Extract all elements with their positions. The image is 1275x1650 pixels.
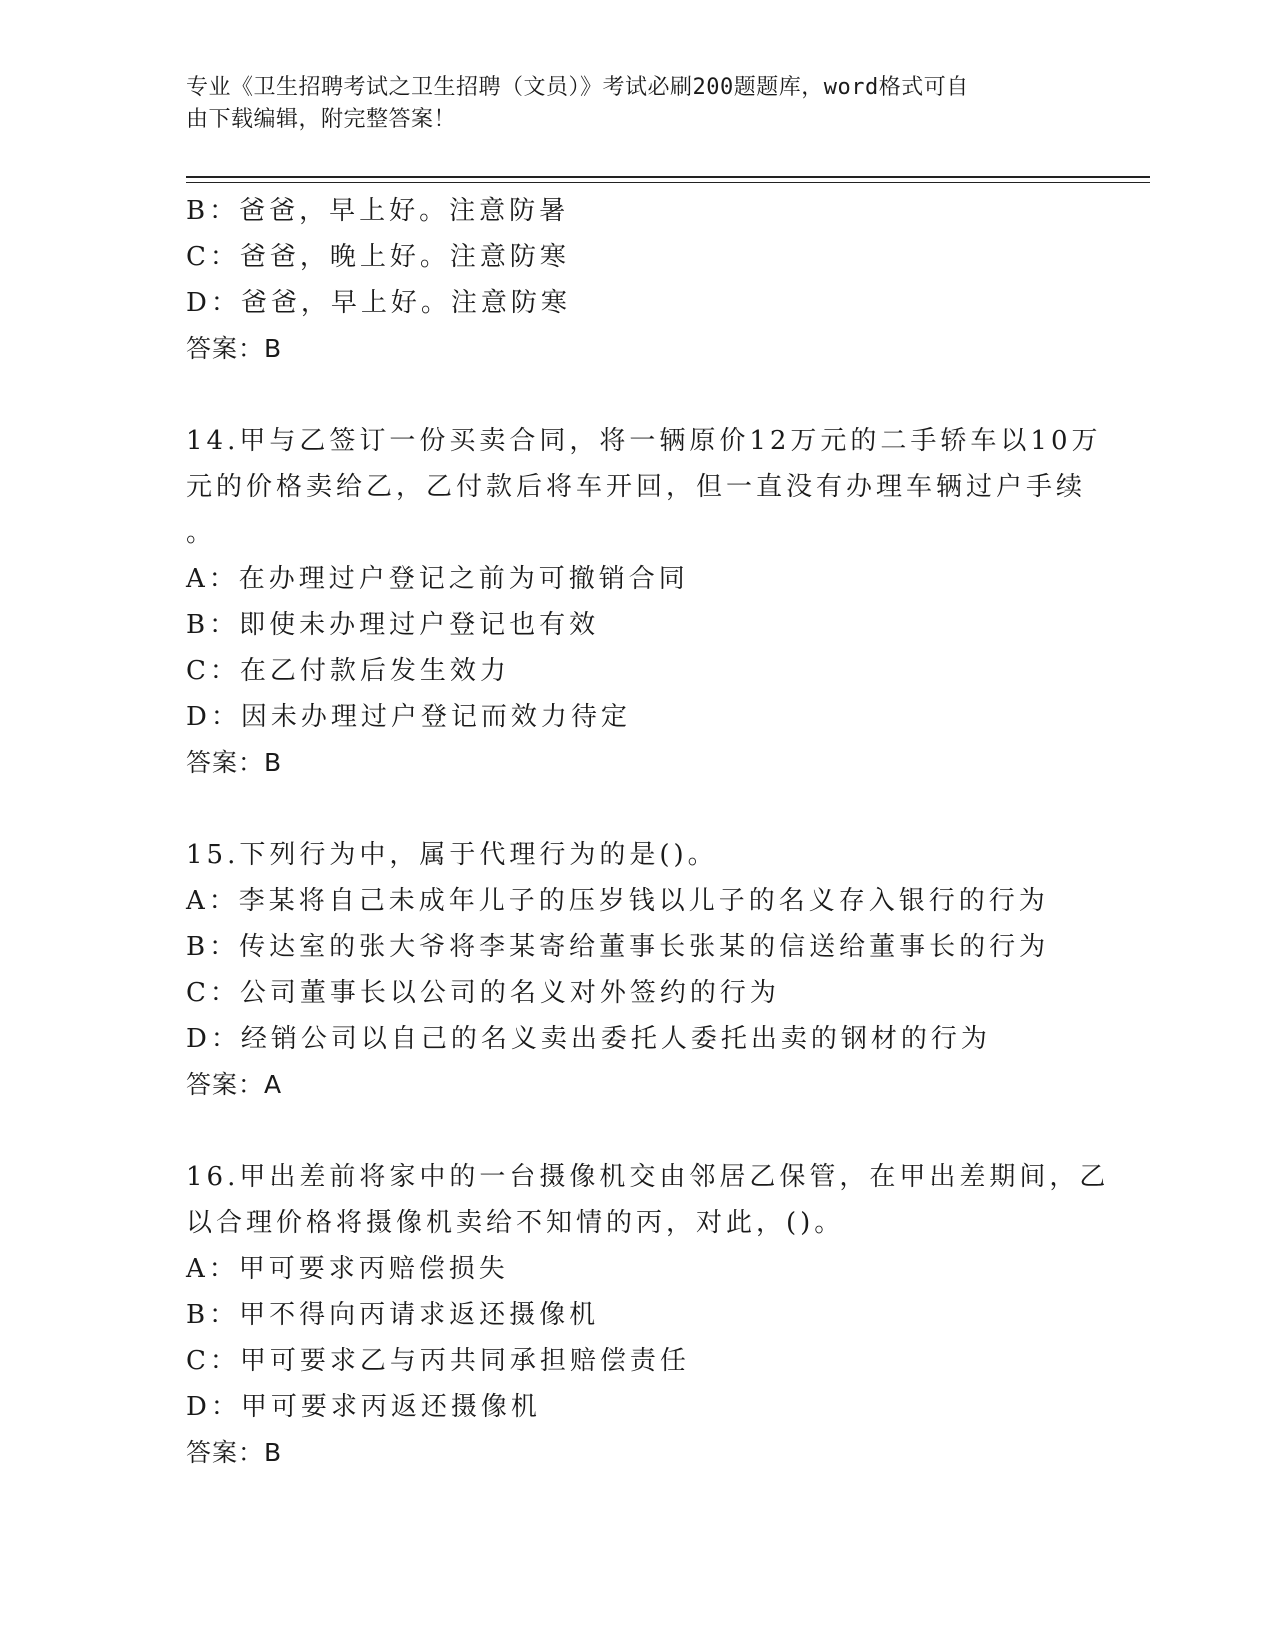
option-d: D：因未办理过户登记而效力待定 [186,702,631,732]
option-a: A：甲可要求丙赔偿损失 [186,1254,509,1284]
header-line-1: 专业《卫生招聘考试之卫生招聘（文员）》考试必刷200题题库，word格式可自 [186,75,969,100]
question-block-15 [186,832,1086,1108]
answer-line: 答案：B [186,748,283,777]
option-b: B：传达室的张大爷将李某寄给董事长张某的信送给董事长的行为 [186,932,1050,962]
question-block-14 [186,418,1102,786]
question-block-13 [186,188,1086,372]
answer-line: 答案：B [186,334,283,363]
header-divider-thin [186,182,1150,183]
question-block-16 [186,1154,1110,1476]
option-b: B：甲不得向丙请求返还摄像机 [186,1300,600,1330]
header-divider-thick [186,176,1150,178]
option-d: D：经销公司以自己的名义卖出委托人委托出卖的钢材的行为 [186,1024,991,1054]
option-c: C：公司董事长以公司的名义对外签约的行为 [186,978,780,1008]
question-stem-line: 15.下列行为中，属于代理行为的是()。 [186,840,718,870]
option-a: A：在办理过户登记之前为可撤销合同 [186,564,689,594]
option-d: D：爸爸，早上好。注意防寒 [186,288,571,318]
question-stem-line: 。 [186,518,217,548]
option-c: C：爸爸，晚上好。注意防寒 [186,242,570,272]
header-line-2: 由下载编辑，附完整答案！ [186,107,457,132]
option-c: C：在乙付款后发生效力 [186,656,510,686]
question-stem-line: 元的价格卖给乙，乙付款后将车开回，但一直没有办理车辆过户手续 [186,472,1087,502]
answer-line: 答案：A [186,1070,283,1099]
document-header [186,72,1066,136]
question-stem-line: 14.甲与乙签订一份买卖合同，将一辆原价12万元的二手轿车以10万 [186,426,1102,456]
option-c: C：甲可要求乙与丙共同承担赔偿责任 [186,1346,690,1376]
option-b: B：爸爸，早上好。注意防暑 [186,196,570,226]
option-b: B：即使未办理过户登记也有效 [186,610,600,640]
spacer [186,372,1086,418]
option-d: D：甲可要求丙返还摄像机 [186,1392,541,1422]
spacer [186,1108,1086,1154]
answer-line: 答案：B [186,1438,283,1467]
question-stem-line: 以合理价格将摄像机卖给不知情的丙，对此，()。 [186,1208,845,1238]
option-a: A：李某将自己未成年儿子的压岁钱以儿子的名义存入银行的行为 [186,886,1049,916]
question-stem-line: 16.甲出差前将家中的一台摄像机交由邻居乙保管，在甲出差期间，乙 [186,1162,1110,1192]
spacer [186,786,1086,832]
question-list [186,188,1110,1476]
